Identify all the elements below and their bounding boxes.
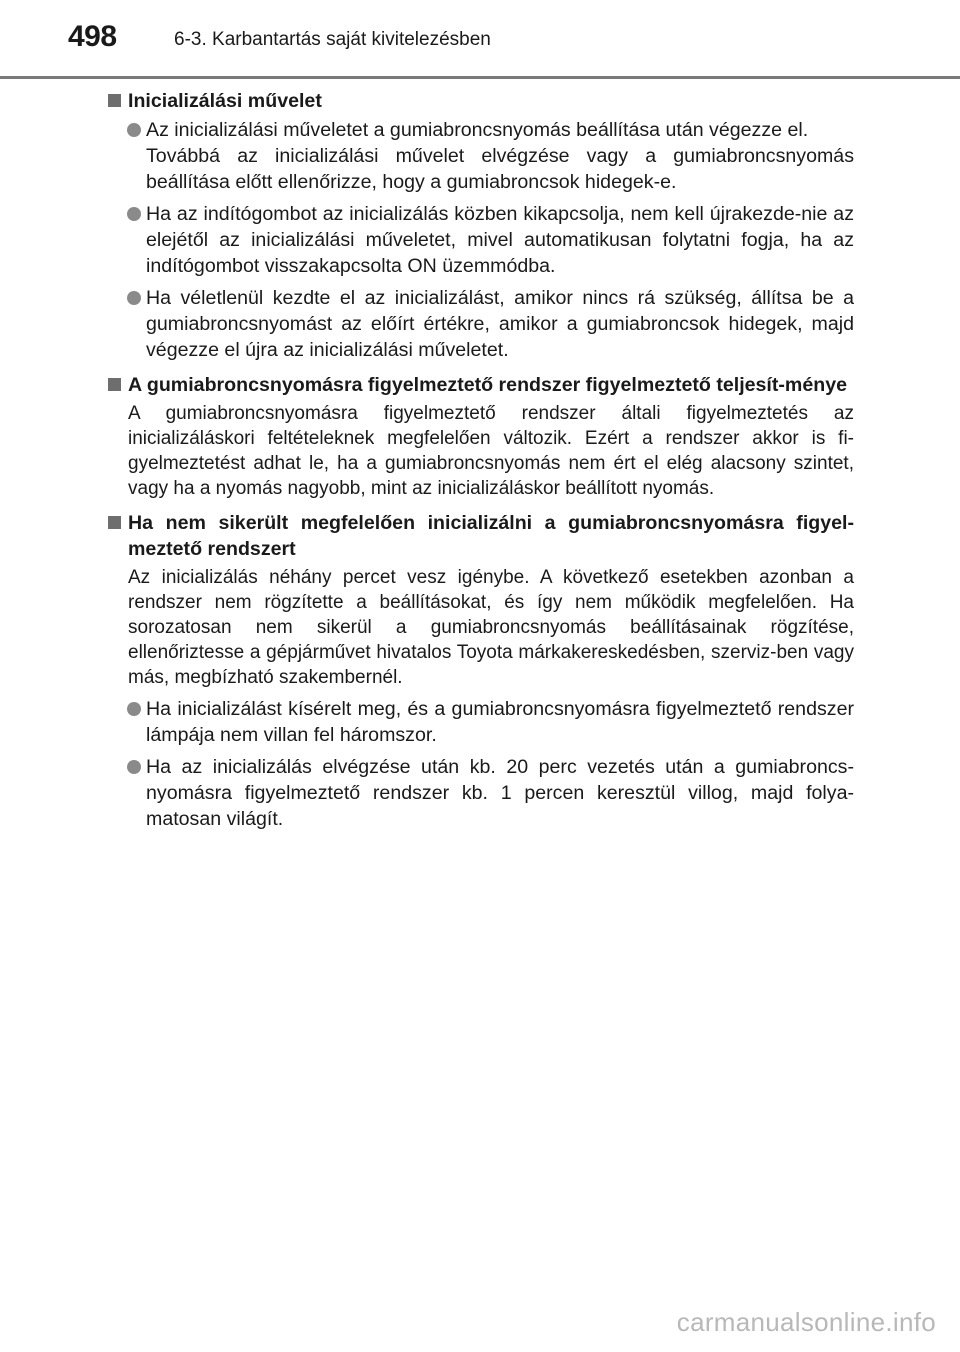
section-heading: Inicializálási művelet (108, 88, 854, 114)
bullet-text: Ha az indítógombot az inicializálás közben kikapcsolja, nem kell újrakezde-nie az elejétől az inicializálási műveletet, mivel automatikusan folytatni fogja, ha az indítógombot visszakapcsolta ON üzemmódba. (146, 203, 854, 277)
circle-bullet-icon (127, 760, 141, 774)
bullet-text: Ha inicializálást kísérelt meg, és a gumiabroncsnyomásra figyelmeztető rendszer lámpája nem villan fel háromszor. (146, 698, 854, 746)
circle-bullet-icon (127, 123, 141, 137)
section-heading: A gumiabroncsnyomásra figyelmeztető rendszer figyelmeztető teljesít-ménye (108, 372, 854, 398)
bullet-text: Ha az inicializálás elvégzése után kb. 20 perc vezetés után a gumiabroncs-nyomásra figyelmeztető rendszer kb. 1 percen keresztül villog, majd folya-matosan világít. (146, 756, 854, 830)
page-number: 498 (68, 20, 117, 53)
square-bullet-icon (108, 378, 121, 391)
section-paragraph: Az inicializálás néhány percet vesz igénybe. A következő esetekben azonban a rendszer nem rögzítette a beállításokat, és így nem működik megfelelően. Ha sorozatosan nem sikerül a gumiabroncsnyomás beállításainak rögzítése, ellenőriztesse a gépjárművet hivatalos Toyota márkakereskedésben, szerviz-ben vagy más, megbízható szakembernél. (128, 567, 854, 688)
section-initialization (108, 88, 854, 363)
section-heading: Ha nem sikerült megfelelően inicializálni a gumiabroncsnyomásra figyel-meztető rendszert (108, 510, 854, 562)
header-divider (0, 76, 960, 79)
watermark: carmanualsonline.info (676, 1307, 936, 1337)
square-bullet-icon (108, 516, 121, 529)
bullet-text: Az inicializálási műveletet a gumiabroncsnyomás beállítása után végezze el. (146, 119, 809, 141)
list-item (108, 285, 854, 363)
list-item (108, 754, 854, 832)
bullet-text: Ha véletlenül kezdte el az inicializálást, amikor nincs rá szükség, állítsa be a gumiabroncsnyomást az előírt értékre, amikor a gumiabroncsok hidegek, majd végezze el újra az inicializálási műveletet. (146, 287, 854, 361)
circle-bullet-icon (127, 207, 141, 221)
page-content (108, 88, 854, 841)
section-paragraph: A gumiabroncsnyomásra figyelmeztető rendszer általi figyelmeztetés az inicializáláskori feltételeknek megfelelően változik. Ezért a rendszer akkor is fi-gyelmeztetést adhat le, ha a gumiabroncsnyomás nem ért el elég alacsony szintet, vagy ha a nyomás nagyobb, mint az inicializáláskor beállított nyomás. (128, 403, 854, 499)
list-item (108, 201, 854, 279)
list-item (108, 696, 854, 748)
circle-bullet-icon (127, 291, 141, 305)
page-header (0, 0, 960, 80)
section-warning-performance (108, 372, 854, 501)
circle-bullet-icon (127, 702, 141, 716)
square-bullet-icon (108, 94, 121, 107)
bullet-text: Továbbá az inicializálási művelet elvégzése vagy a gumiabroncsnyomás beállítása előtt ellenőrizze, hogy a gumiabroncsok hidegek-e. (146, 145, 854, 193)
chapter-title: 6-3. Karbantartás saját kivitelezésben (174, 29, 491, 50)
list-item (108, 117, 854, 195)
section-initialization-failure (108, 510, 854, 832)
